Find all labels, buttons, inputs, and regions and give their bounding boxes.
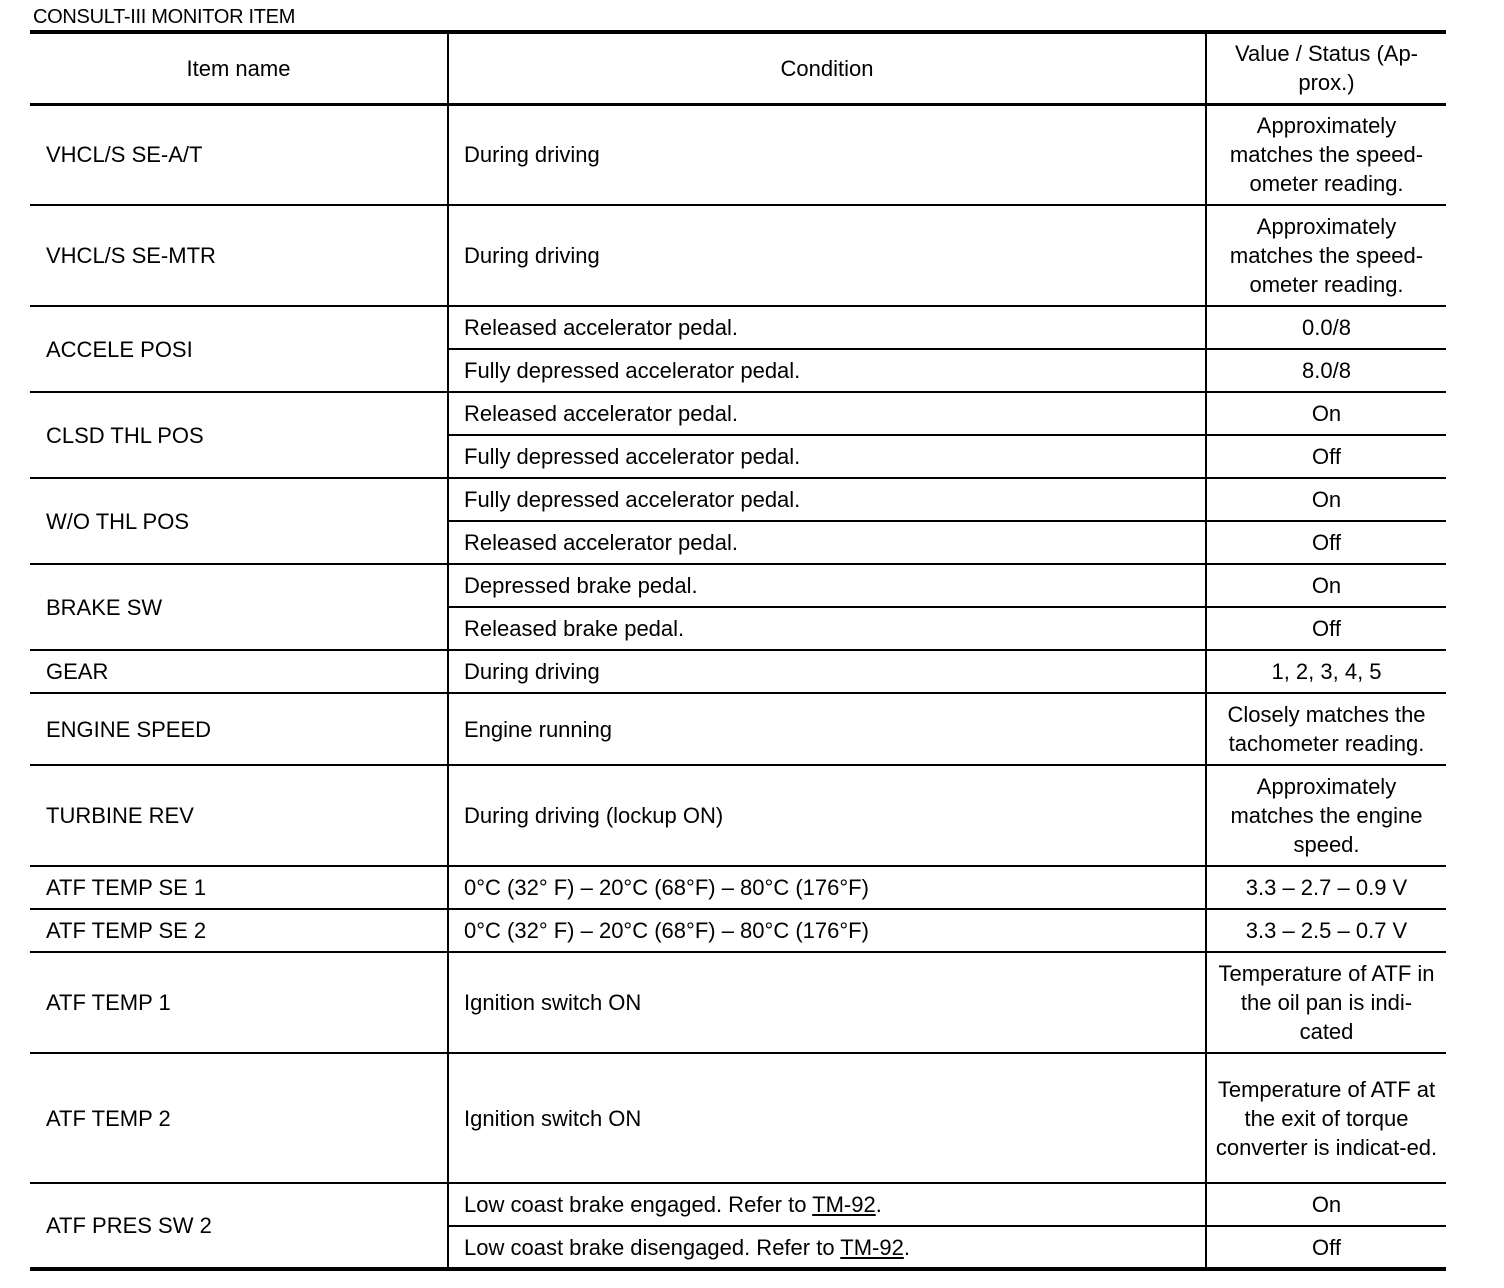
value-status-cell: 1, 2, 3, 4, 5: [1206, 650, 1446, 693]
header-item-name: Item name: [30, 32, 448, 104]
condition-cell: Fully depressed accelerator pedal.: [448, 478, 1206, 521]
value-status-cell: On: [1206, 392, 1446, 435]
item-name-cell: ATF TEMP 1: [30, 952, 448, 1053]
value-status-cell: 0.0/8: [1206, 306, 1446, 349]
value-status-cell: Closely matches the tachometer reading.: [1206, 693, 1446, 765]
table-header: [30, 32, 1446, 104]
condition-text: Low coast brake engaged. Refer to: [464, 1192, 807, 1217]
condition-cell: Released brake pedal.: [448, 607, 1206, 650]
reference-suffix: .: [903, 1234, 910, 1260]
value-status-cell: 3.3 – 2.7 – 0.9 V: [1206, 866, 1446, 909]
table-row: [30, 478, 1446, 521]
table-row: [30, 306, 1446, 349]
condition-cell: [448, 1183, 1206, 1226]
condition-cell: Ignition switch ON: [448, 1053, 1206, 1183]
item-name-cell: ACCELE POSI: [30, 306, 448, 392]
condition-cell: During driving: [448, 205, 1206, 306]
reference-suffix: .: [875, 1192, 882, 1217]
item-name-cell: ATF TEMP SE 1: [30, 866, 448, 909]
header-condition: Condition: [448, 32, 1206, 104]
item-name-cell: VHCL/S SE-A/T: [30, 104, 448, 205]
condition-cell: [448, 1226, 1206, 1269]
table-body: [30, 104, 1446, 1269]
table-row: [30, 650, 1446, 693]
condition-cell: 0°C (32° F) – 20°C (68°F) – 80°C (176°F): [448, 866, 1206, 909]
table-row: [30, 1053, 1446, 1183]
table-row: [30, 104, 1446, 205]
value-status-cell: On: [1206, 564, 1446, 607]
condition-cell: 0°C (32° F) – 20°C (68°F) – 80°C (176°F): [448, 909, 1206, 952]
item-name-cell: ATF TEMP SE 2: [30, 909, 448, 952]
table-row: [30, 866, 1446, 909]
item-name-cell: BRAKE SW: [30, 564, 448, 650]
condition-cell: Engine running: [448, 693, 1206, 765]
value-status-cell: Off: [1206, 1226, 1446, 1269]
condition-cell: Fully depressed accelerator pedal.: [448, 349, 1206, 392]
value-status-cell: Temperature of ATF in the oil pan is indi-cated: [1206, 952, 1446, 1053]
condition-cell: During driving: [448, 104, 1206, 205]
item-name-cell: W/O THL POS: [30, 478, 448, 564]
table-row: [30, 392, 1446, 435]
value-status-cell: Off: [1206, 435, 1446, 478]
value-status-cell: Approximately matches the speed-ometer reading.: [1206, 205, 1446, 306]
value-status-cell: 3.3 – 2.5 – 0.7 V: [1206, 909, 1446, 952]
value-status-cell: Approximately matches the engine speed.: [1206, 765, 1446, 866]
item-name-cell: VHCL/S SE-MTR: [30, 205, 448, 306]
table-row: [30, 765, 1446, 866]
header-value-status: Value / Status (Ap-prox.): [1206, 32, 1446, 104]
value-status-cell: On: [1206, 1183, 1446, 1226]
condition-cell: During driving (lockup ON): [448, 765, 1206, 866]
table-row: [30, 909, 1446, 952]
condition-cell: Released accelerator pedal.: [448, 306, 1206, 349]
item-name-cell: TURBINE REV: [30, 765, 448, 866]
item-name-cell: GEAR: [30, 650, 448, 693]
table-row: [30, 1183, 1446, 1226]
item-name-cell: ENGINE SPEED: [30, 693, 448, 765]
condition-cell: Depressed brake pedal.: [448, 564, 1206, 607]
value-status-cell: Approximately matches the speed-ometer reading.: [1206, 104, 1446, 205]
item-name-cell: ATF TEMP 2: [30, 1053, 448, 1183]
item-name-cell: CLSD THL POS: [30, 392, 448, 478]
condition-cell: Released accelerator pedal.: [448, 521, 1206, 564]
header-row: [30, 32, 1446, 104]
item-name-cell: ATF PRES SW 2: [30, 1183, 448, 1269]
condition-cell: Released accelerator pedal.: [448, 392, 1206, 435]
table-row: [30, 693, 1446, 765]
table-row: [30, 952, 1446, 1053]
condition-text: Low coast brake disengaged. Refer to: [464, 1234, 835, 1260]
table-row: [30, 205, 1446, 306]
reference-link[interactable]: TM-92: [840, 1234, 904, 1260]
value-status-cell: Temperature of ATF at the exit of torque converter is indicat-ed.: [1206, 1053, 1446, 1183]
value-status-cell: On: [1206, 478, 1446, 521]
table-row: [30, 564, 1446, 607]
reference-link[interactable]: TM-92: [812, 1192, 876, 1217]
value-status-cell: 8.0/8: [1206, 349, 1446, 392]
condition-cell: Ignition switch ON: [448, 952, 1206, 1053]
condition-cell: During driving: [448, 650, 1206, 693]
value-status-cell: Off: [1206, 521, 1446, 564]
monitor-item-table: [30, 30, 1446, 1271]
document-title: CONSULT-III MONITOR ITEM: [33, 6, 296, 28]
value-status-cell: Off: [1206, 607, 1446, 650]
condition-cell: Fully depressed accelerator pedal.: [448, 435, 1206, 478]
